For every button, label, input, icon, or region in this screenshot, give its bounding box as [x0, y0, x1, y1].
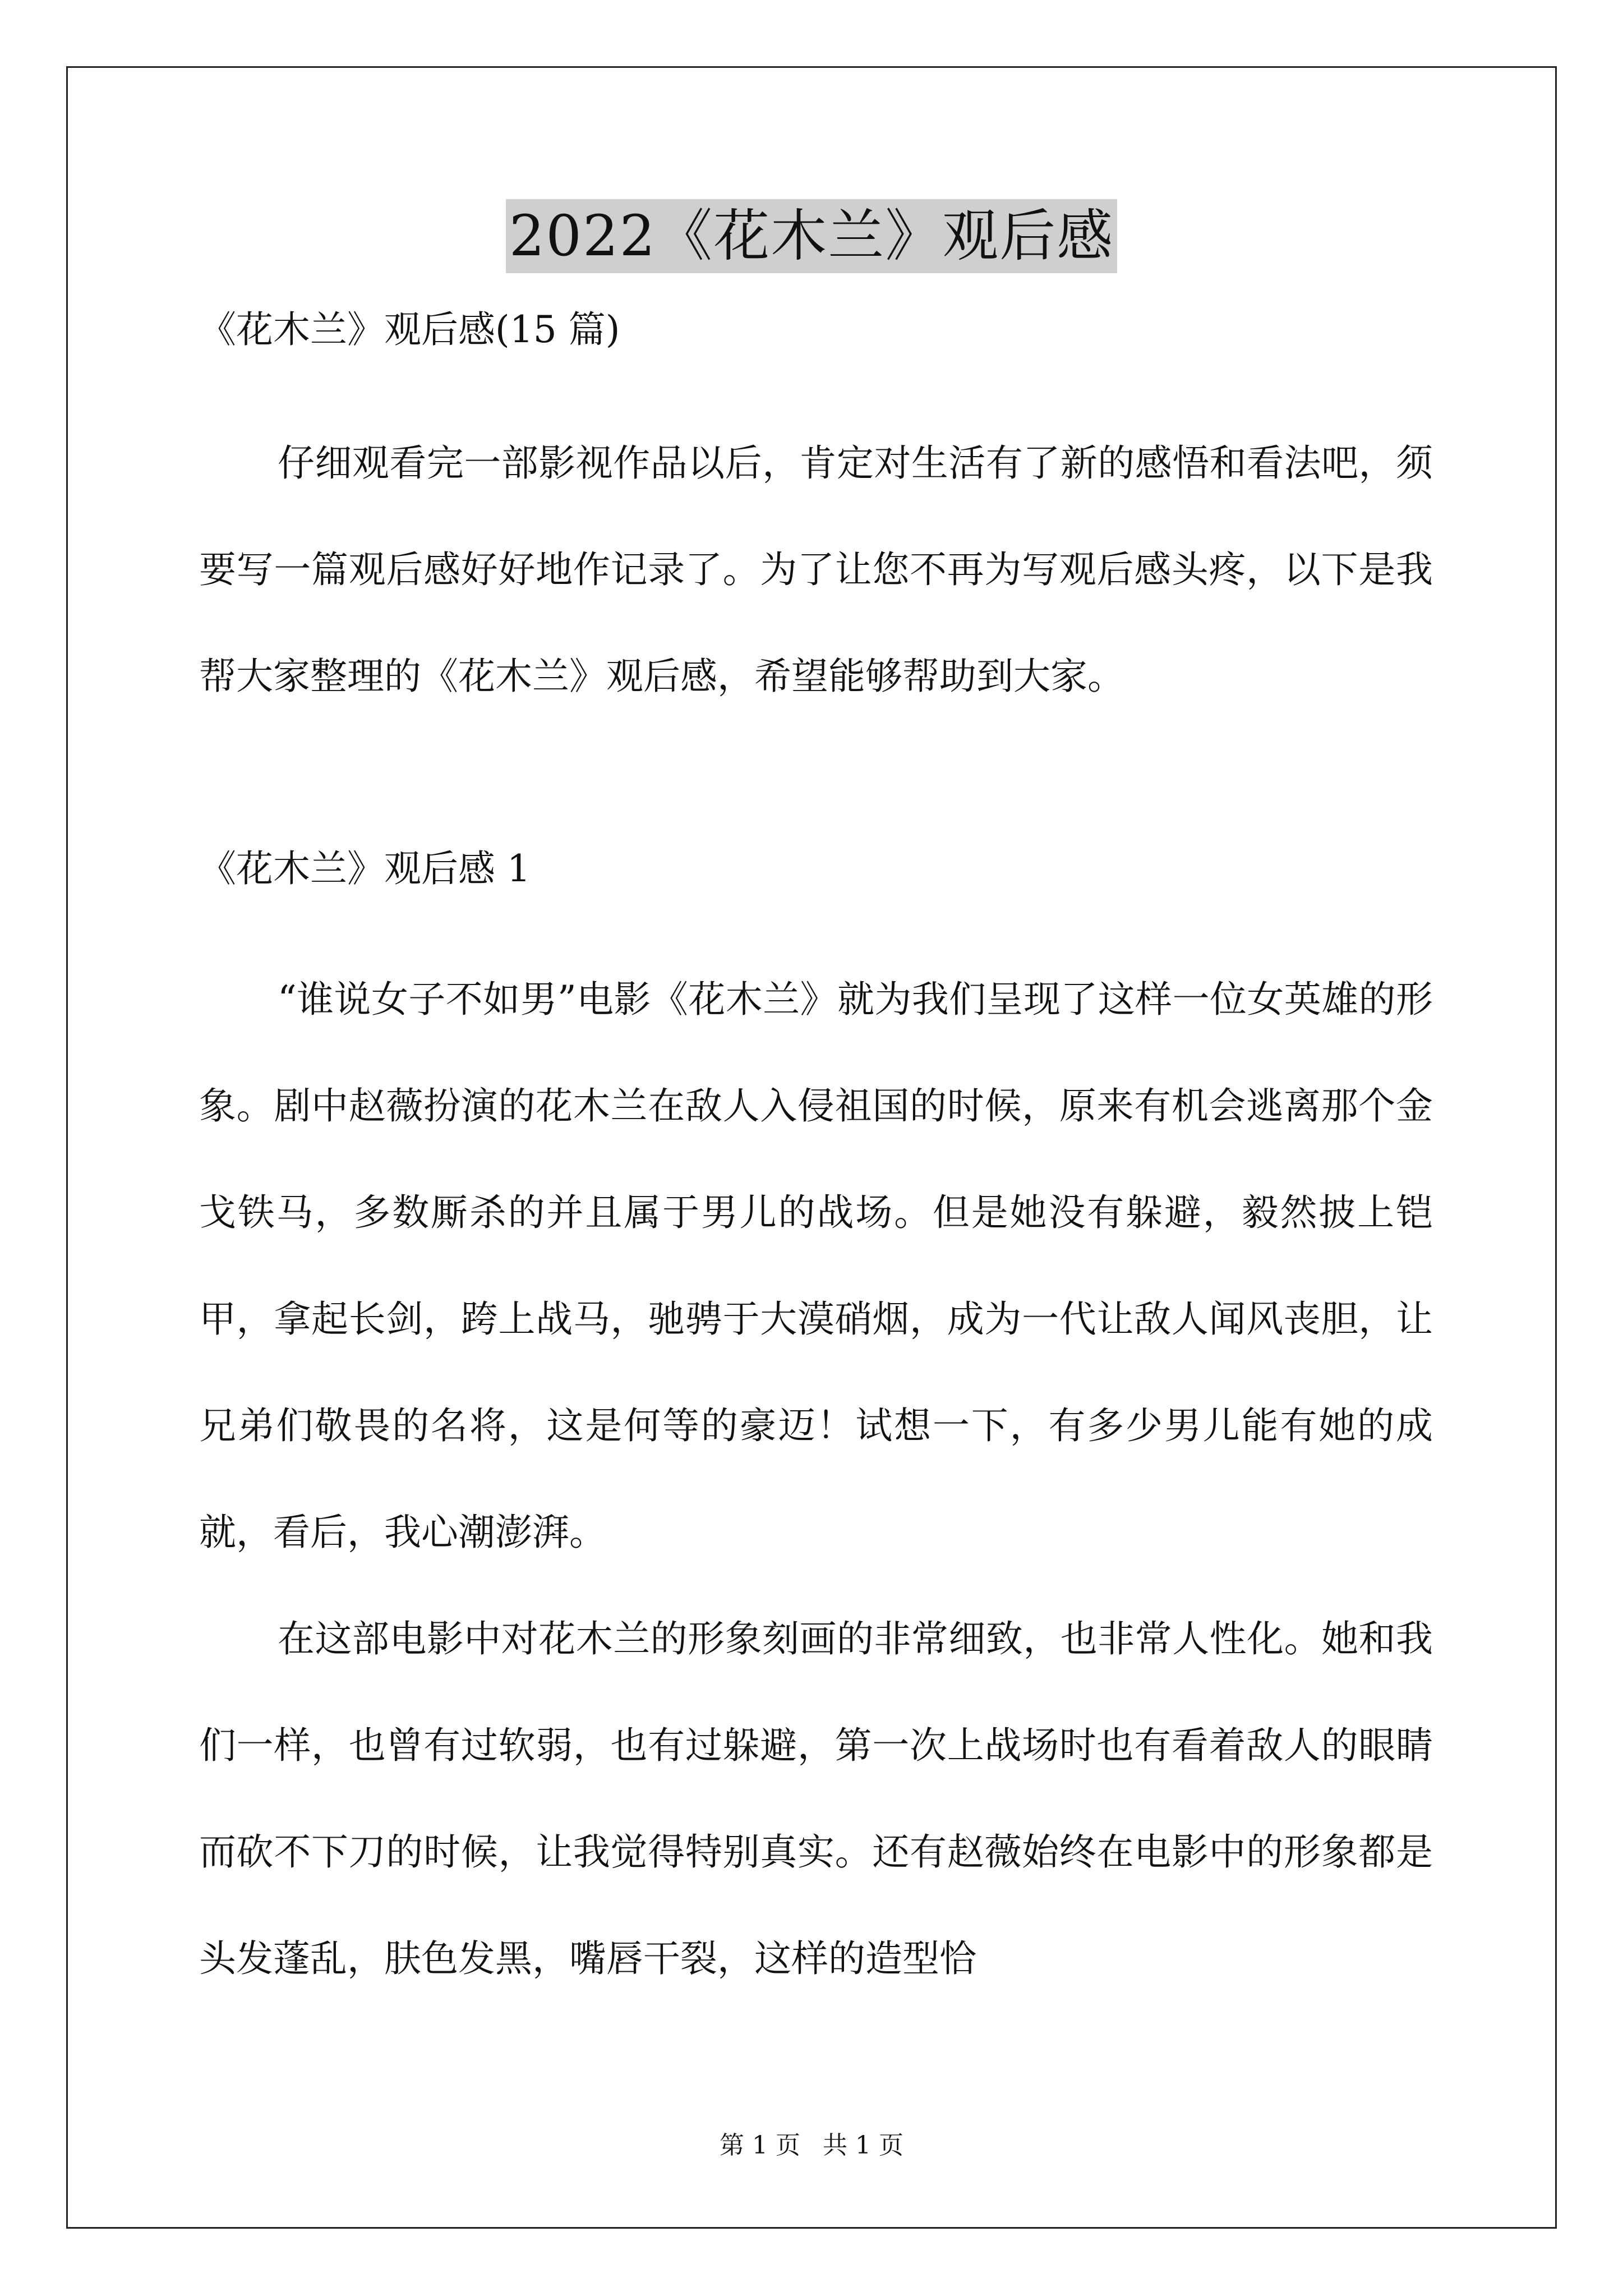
title-container — [0, 199, 1623, 273]
body-paragraph-1: “谁说女子不如男”电影《花木兰》就为我们呈现了这样一位女英雄的形象。剧中赵薇扮演的花木兰在敌人入侵祖国的时候，原来有机会逃离那个金戈铁马，多数厮杀的并且属于男儿的战场。但是她没有躲避，毅然披上铠甲，拿起长剑，跨上战马，驰骋于大漠硝烟，成为一代让敌人闻风丧胆，让兄弟们敬畏的名将，这是何等的豪迈！试想一下，有多少男儿能有她的成就，看后，我心潮澎湃。 — [199, 978, 1433, 1554]
page-total: 共 1 页 — [823, 2131, 903, 2160]
intro-paragraph: 仔细观看完一部影视作品以后，肯定对生活有了新的感悟和看法吧，须要写一篇观后感好好地作记录了。为了让您不再为写观后感头疼，以下是我帮大家整理的《花木兰》观后感，希望能够帮助到大家。 — [199, 441, 1433, 698]
spacer — [199, 730, 1433, 842]
collection-heading: 《花木兰》观后感(15 篇) — [199, 308, 620, 351]
spacer — [199, 357, 1433, 410]
page-number: 第 1 页 — [720, 2131, 800, 2160]
section-heading: 《花木兰》观后感 1 — [199, 847, 531, 890]
spacer — [199, 896, 1433, 946]
document-body — [199, 303, 1433, 2012]
document-title: 2022《花木兰》观后感 — [506, 199, 1118, 273]
body-paragraph-2: 在这部电影中对花木兰的形象刻画的非常细致，也非常人性化。她和我们一样，也曾有过软弱，也有过躲避，第一次上战场时也有看着敌人的眼睛而砍不下刀的时候，让我觉得特别真实。还有赵薇始终在电影中的形象都是头发蓬乱，肤色发黑，嘴唇干裂，这样的造型恰 — [199, 1617, 1433, 1980]
page-footer — [0, 2129, 1623, 2162]
